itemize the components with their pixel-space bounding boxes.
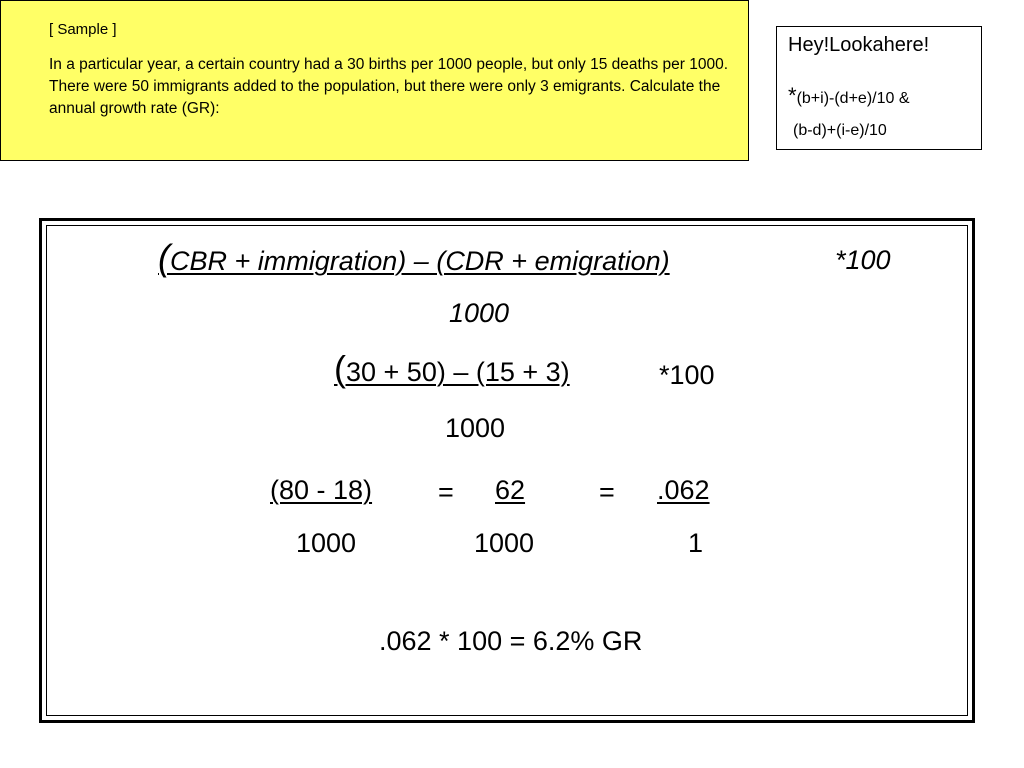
hint-star: * bbox=[788, 83, 797, 108]
hint-title: Hey!Lookahere! bbox=[788, 34, 930, 56]
solution-frame bbox=[39, 218, 975, 723]
result-line: .062 * 100 = 6.2% GR bbox=[379, 626, 643, 656]
simplify-fraction-3-numerator: .062 bbox=[657, 475, 710, 505]
simplify-fraction-2-denominator: 1000 bbox=[474, 528, 535, 558]
substitution-numerator-text: 30 + 50) – (15 + 3) bbox=[346, 357, 570, 387]
sample-problem-text: In a particular year, a certain country had a 30 births per 1000 people, but only 15 deaths per 1000. There were 50 immigrants added to the population, but there were only 3 emigrants. Calculate the annual growth rate (GR): bbox=[49, 56, 729, 117]
sample-title: [ Sample ] bbox=[49, 21, 117, 38]
sample-problem-box bbox=[0, 0, 749, 161]
formula-numerator bbox=[158, 237, 670, 279]
substitution-numerator bbox=[334, 348, 570, 390]
hint-formula-1 bbox=[788, 83, 910, 109]
simplify-equals-1: = bbox=[438, 477, 454, 507]
simplify-fraction-3-denominator: 1 bbox=[688, 528, 704, 558]
simplify-fraction-1-numerator: (80 - 18) bbox=[270, 475, 373, 505]
simplify-fraction-2-numerator: 62 bbox=[495, 475, 526, 505]
substitution-open-paren: ( bbox=[334, 348, 346, 389]
substitution-denominator: 1000 bbox=[445, 413, 506, 443]
hint-formula-1-text: (b+i)-(d+e)/10 & bbox=[796, 90, 910, 107]
formula-multiplier: *100 bbox=[835, 245, 891, 275]
hint-formula-2: (b-d)+(i-e)/10 bbox=[793, 122, 887, 139]
hint-box bbox=[776, 26, 982, 150]
simplify-fraction-1-denominator: 1000 bbox=[296, 528, 357, 558]
formula-numerator-text: CBR + immigration) – (CDR + emigration) bbox=[170, 246, 670, 276]
formula-denominator: 1000 bbox=[449, 298, 510, 328]
simplify-equals-2: = bbox=[599, 477, 615, 507]
formula-open-paren: ( bbox=[158, 237, 170, 278]
substitution-multiplier: *100 bbox=[659, 360, 715, 390]
